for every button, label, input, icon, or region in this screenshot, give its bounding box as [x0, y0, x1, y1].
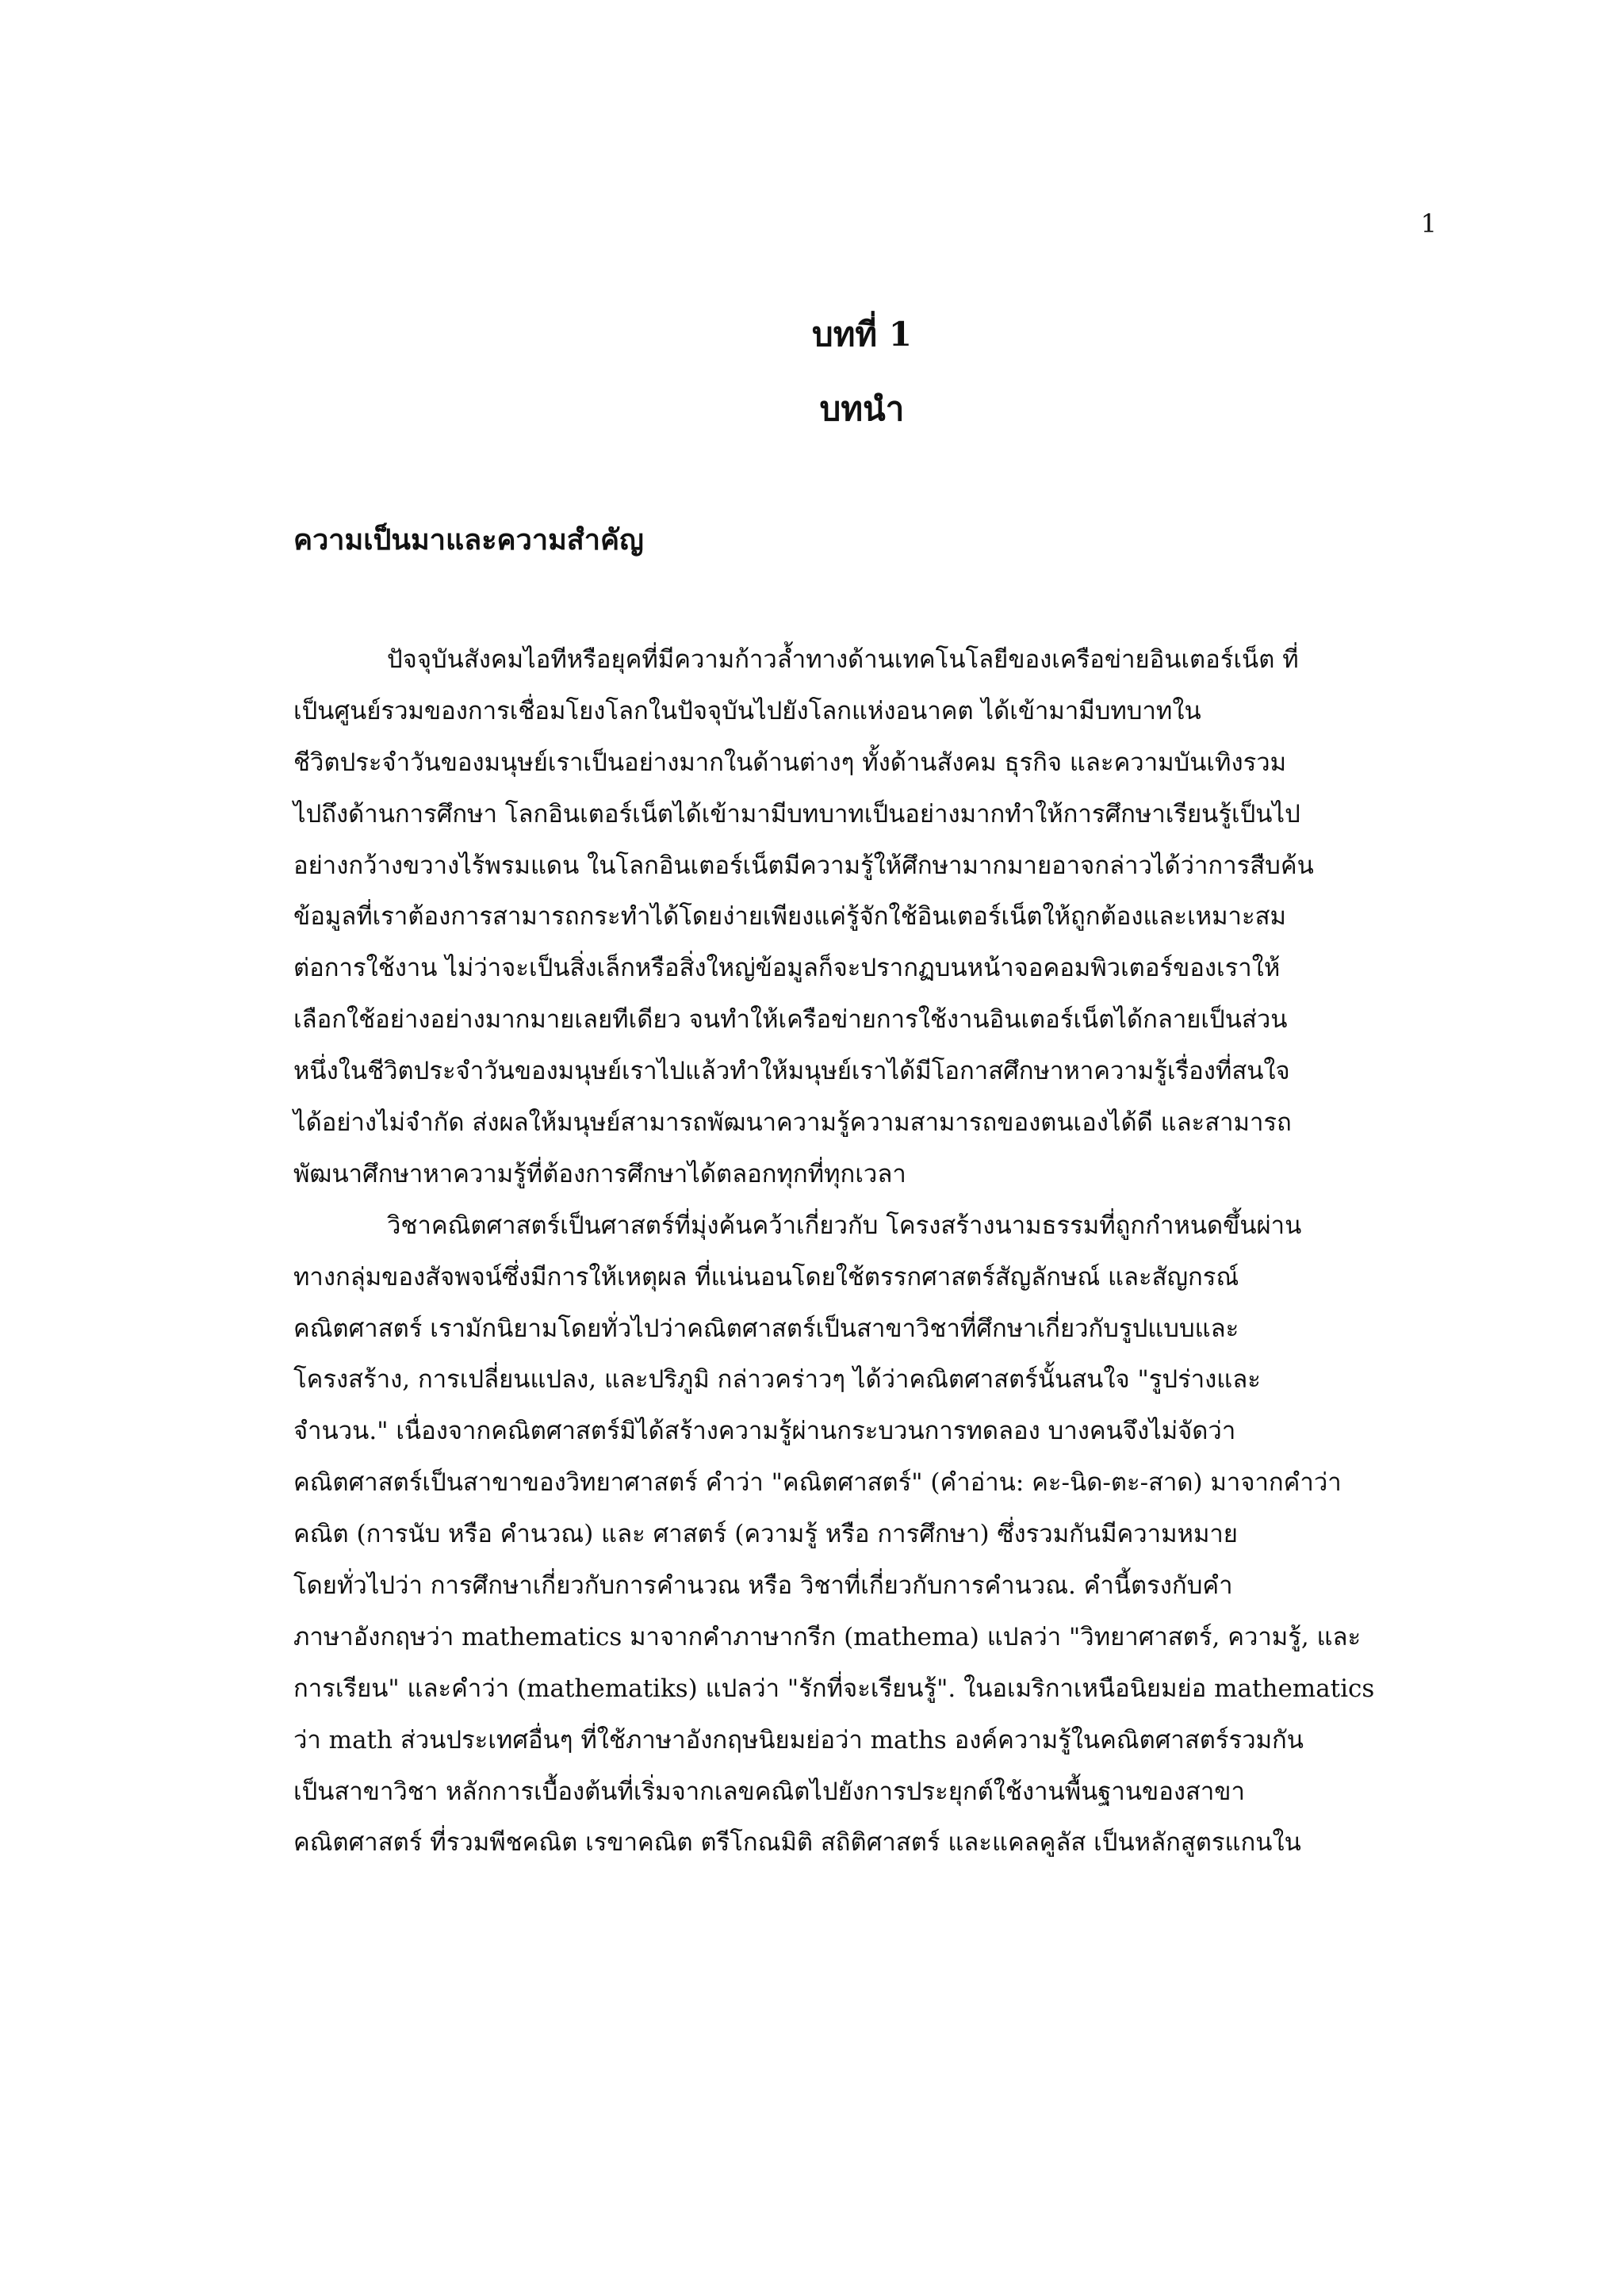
chapter-number: บทที่ 1 [812, 315, 912, 354]
body-text [293, 634, 1427, 1869]
paragraph-line: ว่า math ส่วนประเทศอื่นๆ ที่ใช้ภาษาอังกฤษนิยมย่อว่า maths องค์ความรู้ในคณิตศาสตร์รวมกัน [293, 1725, 1304, 1755]
paragraph-line: จำนวน." เนื่องจากคณิตศาสตร์มิได้สร้างความรู้ผ่านกระบวนการทดลอง บางคนจึงไม่จัดว่า [293, 1417, 1236, 1446]
paragraph-line: อย่างกว้างขวางไร้พรมแดน ในโลกอินเตอร์เน็ตมีความรู้ให้ศึกษามากมายอาจกล่าวได้ว่าการสืบค้น [293, 851, 1314, 880]
paragraph-line: ภาษาอังกฤษว่า mathematics มาจากคำภาษากรีก (mathema) แปลว่า "วิทยาศาสตร์, ความรู้, และ [293, 1622, 1362, 1651]
paragraph-line: การเรียน" และคำว่า (mathematiks) แปลว่า "รักที่จะเรียนรู้". ในอเมริกาเหนือนิยมย่อ mathematics [293, 1674, 1375, 1703]
paragraph-line: ไปถึงด้านการศึกษา โลกอินเตอร์เน็ตได้เข้ามามีบทบาทเป็นอย่างมากทำให้การศึกษาเรียนรู้เป็นไป [293, 799, 1300, 828]
paragraph-line: เป็นศูนย์รวมของการเชื่อมโยงโลกในปัจจุบันไปยังโลกแห่งอนาคต ได้เข้ามามีบทบาทใน [293, 696, 1201, 725]
paragraph-line: หนึ่งในชีวิตประจำวันของมนุษย์เราไปแล้วทำให้มนุษย์เราได้มีโอกาสศึกษาหาความรู้เรื่องที่สนใจ [293, 1057, 1290, 1086]
paragraph-line: ทางกลุ่มของสัจพจน์ซึ่งมีการให้เหตุผล ที่แน่นอนโดยใช้ตรรกศาสตร์สัญลักษณ์ และสัญกรณ์ [293, 1262, 1239, 1292]
page-number: 1 [1420, 209, 1437, 239]
paragraph-line: คณิตศาสตร์ ที่รวมพีชคณิต เรขาคณิต ตรีโกณมิติ สถิติศาสตร์ และแคลคูลัส เป็นหลักสูตรแกนใน [293, 1828, 1301, 1858]
paragraph-line: ต่อการใช้งาน ไม่ว่าจะเป็นสิ่งเล็กหรือสิ่งใหญ่ข้อมูลก็จะปรากฏบนหน้าจอคอมพิวเตอร์ของเราให้ [293, 954, 1281, 983]
paragraph-line: ได้อย่างไม่จำกัด ส่งผลให้มนุษย์สามารถพัฒนาความรู้ความสามารถของตนเองได้ดี และสามารถ [293, 1108, 1292, 1138]
paragraph-line: โดยทั่วไปว่า การศึกษาเกี่ยวกับการคำนวณ หรือ วิชาที่เกี่ยวกับการคำนวณ. คำนี้ตรงกับคำ [293, 1571, 1233, 1601]
chapter-title: บทนำ [819, 389, 905, 428]
paragraph-line: วิชาคณิตศาสตร์เป็นศาสตร์ที่มุ่งค้นคว้าเกี่ยวกับ โครงสร้างนามธรรมที่ถูกกำหนดขึ้นผ่าน [387, 1211, 1302, 1240]
paragraph-line: พัฒนาศึกษาหาความรู้ที่ต้องการศึกษาได้ตลอกทุกที่ทุกเวลา [293, 1159, 906, 1188]
paragraph-line: คณิตศาสตร์ เรามักนิยามโดยทั่วไปว่าคณิตศาสตร์เป็นสาขาวิชาที่ศึกษาเกี่ยวกับรูปแบบและ [293, 1314, 1239, 1343]
section-heading: ความเป็นมาและความสำคัญ [293, 523, 644, 557]
paragraph-line: โครงสร้าง, การเปลี่ยนแปลง, และปริภูมิ กล่าวคร่าวๆ ได้ว่าคณิตศาสตร์นั้นสนใจ "รูปร่างและ [293, 1365, 1261, 1395]
paragraph-line: ข้อมูลที่เราต้องการสามารถกระทำได้โดยง่ายเพียงแค่รู้จักใช้อินเตอร์เน็ตให้ถูกต้องและเหมาะสม [293, 902, 1286, 932]
paragraph-line: ชีวิตประจำวันของมนุษย์เราเป็นอย่างมากในด้านต่างๆ ทั้งด้านสังคม ธุรกิจ และความบันเทิงรวม [293, 748, 1287, 777]
paragraph-line: คณิตศาสตร์เป็นสาขาของวิทยาศาสตร์ คำว่า "คณิตศาสตร์" (คำอ่าน: คะ-นิด-ตะ-สาด) มาจากคำว่า [293, 1468, 1342, 1498]
paragraph-line: ปัจจุบันสังคมไอทีหรือยุคที่มีความก้าวล้ำทางด้านเทคโนโลยีของเครือข่ายอินเตอร์เน็ต ที่ [387, 645, 1299, 674]
paragraph-line: คณิต (การนับ หรือ คำนวณ) และ ศาสตร์ (ความรู้ หรือ การศึกษา) ซึ่งรวมกันมีความหมาย [293, 1520, 1238, 1549]
paragraph-line: เลือกใช้อย่างอย่างมากมายเลยทีเดียว จนทำให้เครือข่ายการใช้งานอินเตอร์เน็ตได้กลายเป็นส่วน [293, 1005, 1288, 1035]
paragraph-line: เป็นสาขาวิชา หลักการเบื้องต้นที่เริ่มจากเลขคณิตไปยังการประยุกต์ใช้งานพื้นฐานของสาขา [293, 1777, 1245, 1806]
